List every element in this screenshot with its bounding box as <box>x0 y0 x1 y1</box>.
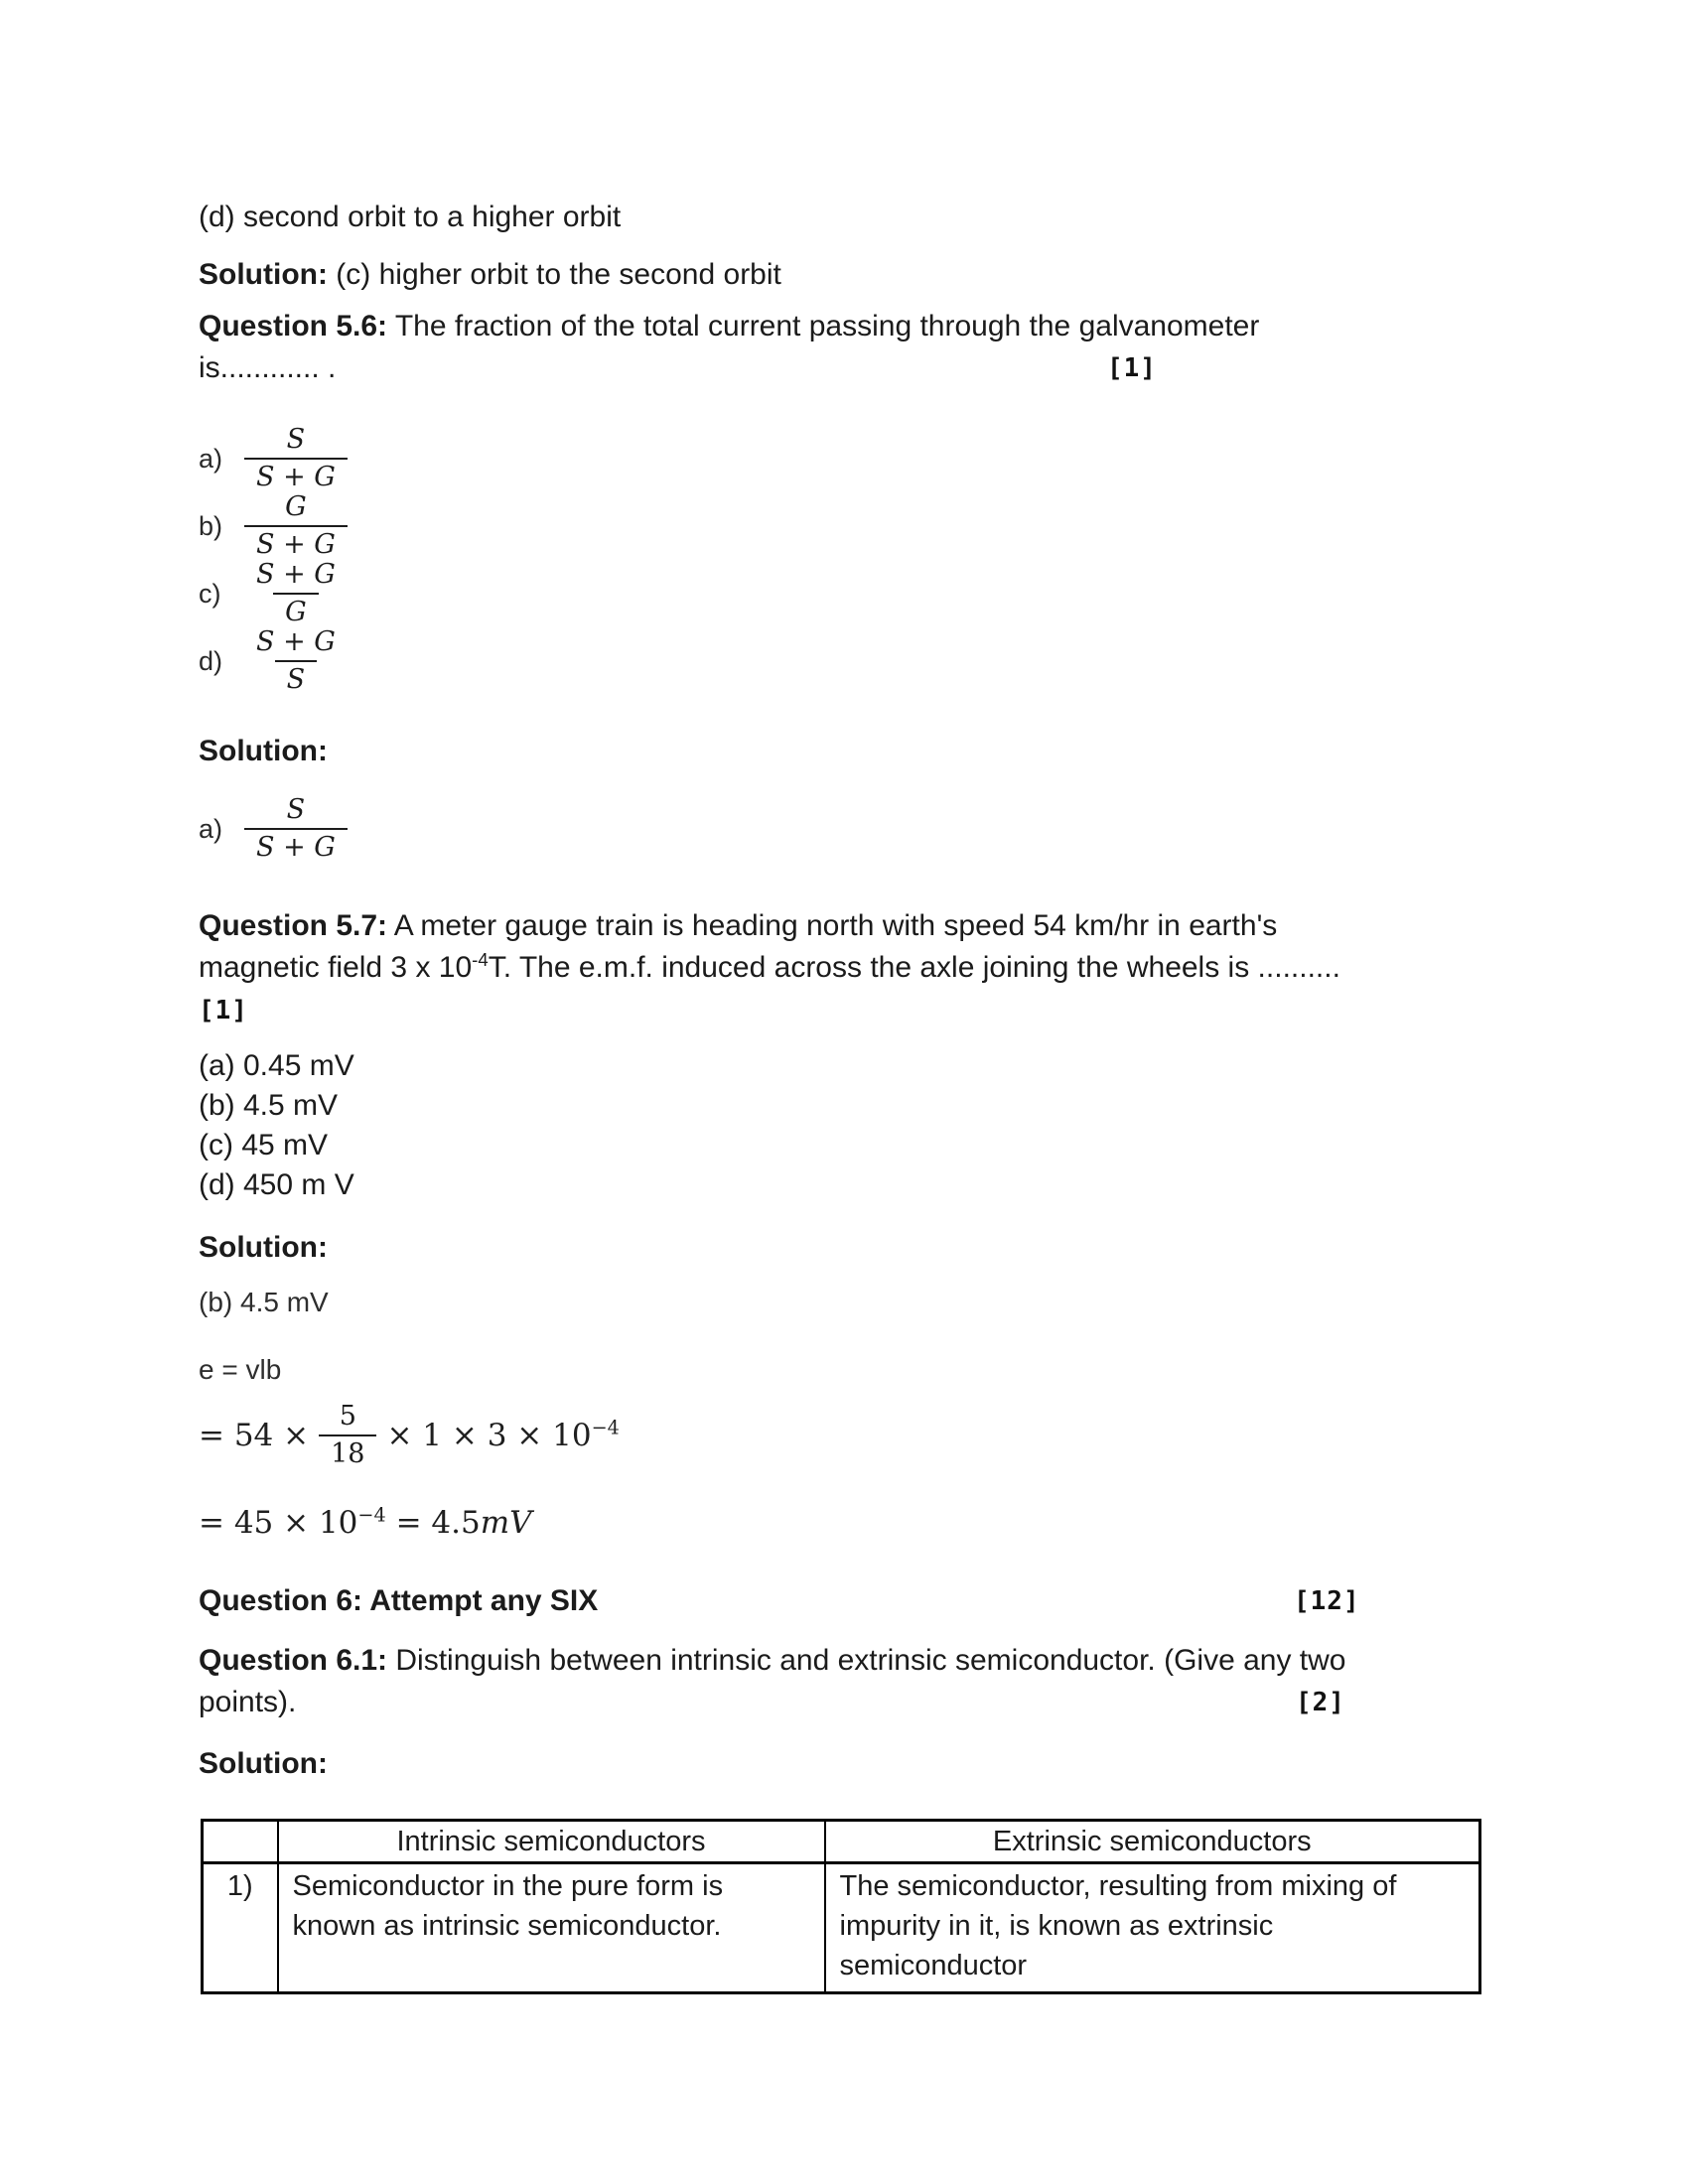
question-5-7-text2: magnetic field 3 x 10 <box>199 951 473 984</box>
table-header-row <box>203 1821 1480 1863</box>
question-5-6-line1 <box>199 306 1489 347</box>
question-5-7 <box>199 905 1489 1031</box>
option-row-c <box>199 560 1489 627</box>
answer-label: a) <box>199 813 223 844</box>
equation-post-text: × 1 × 3 × 10 <box>386 1418 592 1453</box>
table-cell-index: 1) <box>203 1863 278 1993</box>
fraction <box>244 560 348 627</box>
solution-table <box>201 1819 1481 1994</box>
question-5-6 <box>199 306 1489 389</box>
denominator: G <box>273 593 319 627</box>
equation-result <box>199 1504 532 1542</box>
option-row-d <box>199 627 1489 695</box>
option-row-b <box>199 492 1489 560</box>
equation-e-vlb: e = vlb <box>199 1354 282 1385</box>
denominator: S + G <box>244 458 348 492</box>
table-cell-intrinsic: Semiconductor in the pure form is known as intrinsic semiconductor. <box>278 1863 825 1993</box>
answer-row <box>199 794 1489 864</box>
option-item-a: (a) 0.45 mV <box>199 1049 354 1082</box>
question-5-7-text3: T. The e.m.f. induced across the axle joining the wheels is .......... <box>488 951 1340 984</box>
question-6-1-line2 <box>199 1682 1489 1723</box>
exponent: −4 <box>357 1503 386 1527</box>
option-d-text <box>199 197 1489 238</box>
solution-label: Solution: <box>199 1231 328 1264</box>
option-row-a <box>199 425 1489 492</box>
exponent: -4 <box>472 949 489 970</box>
question-5-6-label: Question 5.6: <box>199 310 388 342</box>
marks-badge: [1] <box>199 996 248 1025</box>
equation-post <box>386 1417 619 1454</box>
solution-6-1 <box>199 1743 1489 1785</box>
marks-badge: [2] <box>1296 1688 1345 1717</box>
question-5-6-dots: is............ . <box>199 351 337 384</box>
exponent: −4 <box>591 1416 620 1439</box>
option-d-line: (d) second orbit to a higher orbit <box>199 201 622 233</box>
fraction <box>244 425 348 492</box>
option-item-b: (b) 4.5 mV <box>199 1089 339 1122</box>
question-6-1-line1 <box>199 1640 1489 1682</box>
table-header-extrinsic: Extrinsic semiconductors <box>825 1821 1480 1863</box>
fraction <box>244 627 348 695</box>
numerator: S <box>286 424 306 455</box>
solution-table-wrap <box>201 1819 1481 1994</box>
solution-5-5 <box>199 254 1489 296</box>
question-5-7-options <box>199 1046 1489 1205</box>
table-cell-extrinsic: The semiconductor, resulting from mixing of impurity in it, is known as extrinsic semiconductor <box>825 1863 1480 1993</box>
question-5-7-line2 <box>199 947 1489 989</box>
question-5-7-text: A meter gauge train is heading north with speed 54 km/hr in earth's <box>387 909 1278 942</box>
table-header-blank <box>203 1821 278 1863</box>
question-6-1-text2: points). <box>199 1686 297 1718</box>
numerator: G <box>285 491 307 522</box>
solution-label: Solution: <box>199 1747 328 1780</box>
numerator: S + G <box>256 559 336 590</box>
equation-step-1 <box>199 1402 1489 1469</box>
question-6-1-label: Question 6.1: <box>199 1644 388 1677</box>
answer-text: (b) 4.5 mV <box>199 1287 329 1317</box>
equation-pre: = 54 × <box>199 1418 310 1453</box>
option-label: c) <box>199 578 221 609</box>
option-label: b) <box>199 510 223 541</box>
marks-badge: [1] <box>1107 353 1157 383</box>
solution-5-6 <box>199 731 1489 772</box>
question-6-1 <box>199 1640 1489 1723</box>
option-item-c: (c) 45 mV <box>199 1129 329 1161</box>
solution-label: Solution: <box>199 258 328 291</box>
question-6-1-text: Distinguish between intrinsic and extrinsic semiconductor. (Give any two <box>387 1644 1346 1677</box>
question-6-label: Question 6: Attempt any SIX <box>199 1584 599 1617</box>
question-5-6-text: The fraction of the total current passing through the galvanometer <box>387 310 1260 342</box>
solution-label: Solution: <box>199 735 328 767</box>
denominator: S + G <box>244 828 348 863</box>
question-5-7-line3 <box>199 989 1489 1031</box>
equation-fraction <box>319 1402 376 1469</box>
table-header-intrinsic: Intrinsic semiconductors <box>278 1821 825 1863</box>
equation-step-2 <box>199 1504 1489 1542</box>
option-item-d: (d) 450 m V <box>199 1168 354 1201</box>
denominator: S <box>275 660 318 695</box>
fraction <box>244 492 348 560</box>
question-5-7-line1 <box>199 905 1489 947</box>
question-5-7-label: Question 5.7: <box>199 909 388 942</box>
denominator: S + G <box>244 525 348 560</box>
question-5-6-options <box>199 425 1489 695</box>
solution-5-5-line <box>199 254 1489 296</box>
table-row <box>203 1863 1480 1993</box>
numerator: S <box>286 794 306 825</box>
solution-5-7 <box>199 1227 1489 1269</box>
denominator: 18 <box>319 1434 376 1469</box>
marks-badge: [12] <box>1294 1586 1360 1616</box>
equation-result-pre: = 45 × 10 <box>199 1505 358 1541</box>
solution-text: (c) higher orbit to the second orbit <box>327 258 781 291</box>
option-label: a) <box>199 443 223 474</box>
equation-unit: mV <box>480 1505 532 1541</box>
question-6-heading <box>199 1580 1489 1622</box>
question-6-line <box>199 1580 1489 1622</box>
numerator: 5 <box>339 1401 356 1432</box>
question-5-6-line2 <box>199 347 1489 389</box>
equation-result-mid: = 4.5 <box>385 1505 481 1541</box>
option-label: d) <box>199 645 223 676</box>
solution-5-6-answer <box>199 794 1489 864</box>
answer-fraction <box>244 795 348 863</box>
numerator: S + G <box>256 626 336 657</box>
